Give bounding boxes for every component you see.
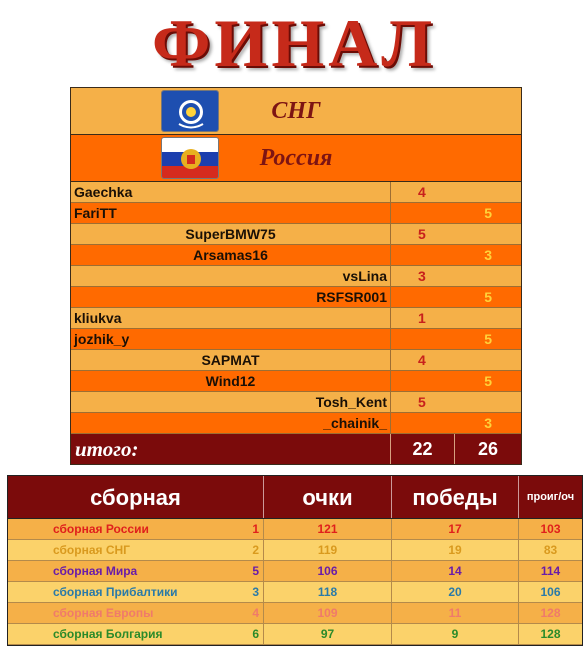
team2-score: 3 [484,247,492,263]
team1-score [391,245,455,265]
team-points: 118 [264,582,392,602]
team-place: 6 [252,627,259,641]
team2-score: 5 [484,373,492,389]
total-label: итого: [71,434,391,464]
header-wins: победы [392,476,519,518]
team-cell [8,582,264,602]
team-cell [8,519,264,539]
team-place: 1 [252,522,259,536]
player-name: _chainik_ [71,413,391,433]
player-row [71,350,521,371]
player-row [71,203,521,224]
team2-score [455,182,521,202]
team-ratio: 128 [540,606,561,620]
team-cell [8,561,264,581]
team-place: 3 [252,585,259,599]
player-name: Wind12 [71,371,391,391]
team2-score [455,266,521,286]
player-row [71,182,521,203]
team1-score: 5 [418,394,426,410]
team-points: 106 [264,561,392,581]
team-ratio: 106 [540,585,561,599]
team2-score [455,224,521,244]
team-ratio: 83 [543,543,558,557]
team1-header [71,88,521,135]
team-cell [8,624,264,644]
player-row [71,224,521,245]
player-row [71,266,521,287]
team-name: сборная Болгария [53,627,163,641]
header-ratio: проиг/оч [526,491,575,503]
player-name: vsLina [71,266,391,286]
team-name: сборная Мира [53,564,138,578]
player-name: Arsamas16 [71,245,391,265]
player-name: Gaechka [71,182,391,202]
team1-score [391,371,455,391]
player-name: RSFSR001 [71,287,391,307]
team1-score: 5 [418,226,426,242]
team-wins: 17 [392,519,519,539]
team-points: 97 [264,624,392,644]
team-name: сборная Европы [53,606,154,620]
team2-score: 5 [484,289,492,305]
player-name: jozhik_y [71,329,391,349]
team-name: сборная России [53,522,149,536]
standings-row [8,582,582,603]
team-name: сборная СНГ [53,543,130,557]
team-wins: 14 [392,561,519,581]
team1-score: 4 [418,184,426,200]
team2-score [455,350,521,370]
team-cell [8,603,264,623]
player-name: SAPMAT [71,350,391,370]
team-wins: 20 [392,582,519,602]
standings-row [8,603,582,624]
team1-score: 3 [418,268,426,284]
standings-row [8,561,582,582]
team-wins: 11 [392,603,519,623]
team-wins: 9 [392,624,519,644]
player-rows [71,182,521,434]
team1-score: 4 [418,352,426,368]
player-name: kliukva [71,308,391,328]
team2-header [71,135,521,182]
player-row [71,329,521,350]
player-row [71,245,521,266]
player-row [71,308,521,329]
team-place: 4 [252,606,259,620]
team-points: 109 [264,603,392,623]
team1-score [391,329,455,349]
team-ratio: 103 [540,522,561,536]
total-row [71,434,521,464]
standings-header [8,476,582,519]
total-team2: 26 [477,439,499,459]
team-ratio: 114 [540,564,561,578]
header-team: сборная [8,476,264,518]
team-points: 121 [264,519,392,539]
match-table [70,87,522,465]
team2-score: 5 [484,205,492,221]
team1-name: СНГ [271,98,321,124]
standings-row [8,540,582,561]
team2-score: 5 [484,331,492,347]
player-row [71,413,521,434]
team-points: 119 [264,540,392,560]
player-row [71,287,521,308]
player-name: FariTT [71,203,391,223]
total-team1: 22 [391,434,455,464]
player-row [71,392,521,413]
team-name: сборная Прибалтики [53,585,178,599]
standings-row [8,519,582,540]
standings-table [7,475,583,646]
team2-score [455,392,521,412]
standings-rows [8,519,582,645]
team2-score: 3 [484,415,492,431]
team2-name: Россия [259,145,333,171]
player-name: Tosh_Kent [71,392,391,412]
team1-score [391,203,455,223]
team-place: 5 [252,564,259,578]
team1-score [391,287,455,307]
player-name: SuperBMW75 [71,224,391,244]
page-title: ФИНАЛ [152,5,436,81]
team-ratio: 128 [540,627,561,641]
team1-score: 1 [418,310,426,326]
team-cell [8,540,264,560]
team2-score [455,308,521,328]
team-place: 2 [252,543,259,557]
player-row [71,371,521,392]
header-points: очки [264,476,392,518]
team1-score [391,413,455,433]
team-wins: 19 [392,540,519,560]
